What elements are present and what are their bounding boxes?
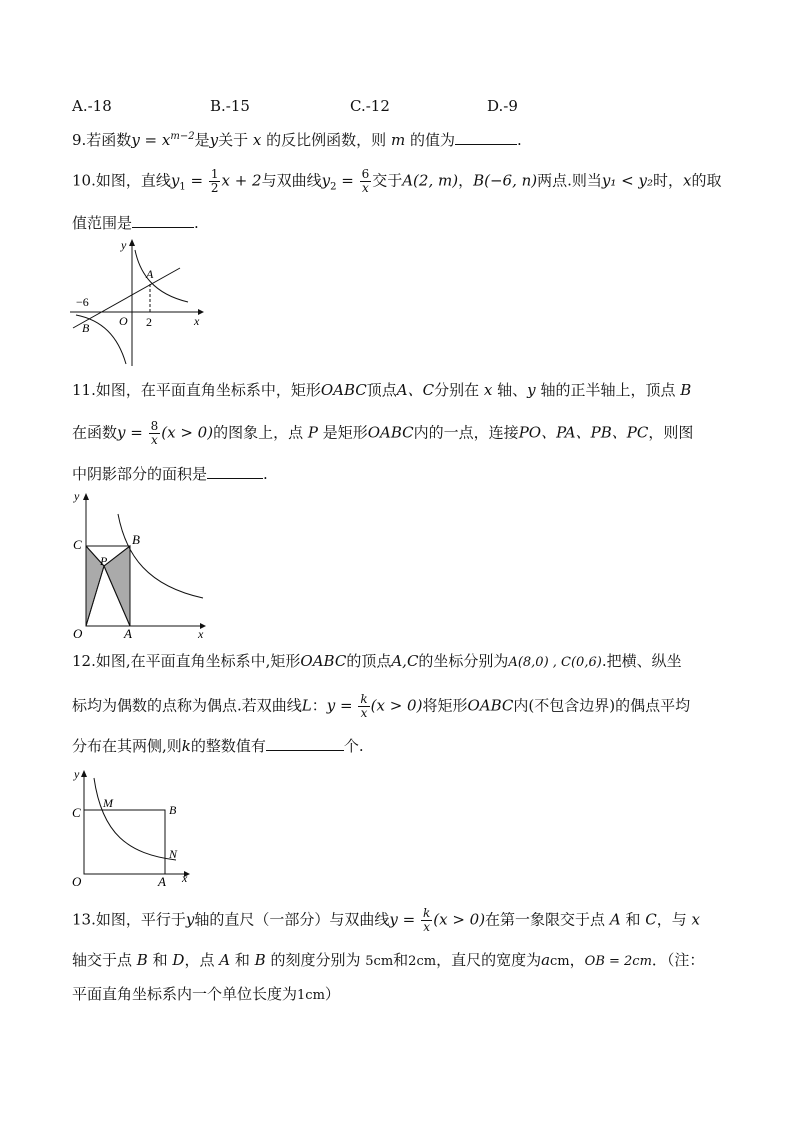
q12-text-4: .把横、纵坐 xyxy=(601,652,682,670)
q9-suffix: 的值为 xyxy=(409,131,455,149)
q10-y1: y xyxy=(170,171,180,190)
q12-oabc-2: OABC xyxy=(467,696,514,715)
q12-fraction: $\frac{k}{x}$ xyxy=(360,692,368,720)
q13-text-6: ，点 xyxy=(184,951,215,969)
q11-label-a: A xyxy=(124,626,132,641)
q13-y: y xyxy=(185,910,195,929)
q10-mid2: 交于 xyxy=(372,171,403,190)
q11-shade-right xyxy=(104,546,130,626)
q10-comma: ， xyxy=(458,171,474,190)
q10-end: . xyxy=(194,214,199,232)
q12-text-6: 将矩形 xyxy=(422,696,468,715)
q13-text-3: 在第一象限交于点 xyxy=(485,910,606,929)
q13-and-2: 和 xyxy=(152,951,168,969)
q11-text-2: 顶点 xyxy=(366,381,397,399)
question-9 xyxy=(72,127,522,150)
q11-segments: PO、PA、PB、PC xyxy=(518,423,649,442)
q13-value-5cm: 5cm xyxy=(365,954,394,969)
q12-answer-blank[interactable] xyxy=(266,736,344,751)
q10-mid3: 两点.则当 xyxy=(537,171,602,190)
q9-m: m xyxy=(390,131,406,149)
q13-text-4: ，与 xyxy=(656,910,687,929)
q10-mid1: 与双曲线 xyxy=(261,171,322,190)
q13-b-2: B xyxy=(254,951,266,969)
q13-d: D xyxy=(172,951,185,969)
q10-label-neg6: −6 xyxy=(76,295,89,309)
q12-label-o: O xyxy=(72,874,82,889)
q10-sub1: 1 xyxy=(179,181,186,193)
q13-func-pre: y = xyxy=(389,910,420,929)
question-11-line3 xyxy=(72,464,268,484)
q12-k: k xyxy=(181,737,191,755)
q10-line-rest: x + 2 xyxy=(221,171,262,190)
q10-eq2: = xyxy=(336,171,359,190)
q11-b: B xyxy=(680,381,692,399)
question-13-line2 xyxy=(72,950,704,972)
q13-text-2: 轴的直尺（一部分）与双曲线 xyxy=(194,910,390,929)
q12-label-m: M xyxy=(103,796,113,810)
q12-label-b: B xyxy=(169,803,177,817)
q11-text-4: 轴、 xyxy=(497,381,528,399)
q13-c: C xyxy=(645,910,657,929)
q10-figure xyxy=(68,236,208,371)
q13-b: B xyxy=(136,951,148,969)
q11-label-p: P xyxy=(100,554,108,568)
q10-line1-end: 的取 xyxy=(691,171,722,190)
option-a: A.-18 xyxy=(72,97,112,115)
q9-end: . xyxy=(516,131,522,149)
q11-hyperbola xyxy=(118,514,203,598)
q11-text-9: 内的一点，连接 xyxy=(413,423,519,442)
q13-text-10: ．（注： xyxy=(651,951,705,969)
q11-label-c: C xyxy=(73,537,82,552)
q12-colon: ： xyxy=(311,696,327,715)
q12-hyperbola xyxy=(94,778,176,860)
q13-fraction: $\frac{k}{x}$ xyxy=(422,906,431,934)
option-d: D.-9 xyxy=(487,97,518,115)
q10-label-b: B xyxy=(82,321,90,335)
q10-fraction-6x: $\frac{6}{x}$ xyxy=(361,167,370,195)
q10-label-2: 2 xyxy=(146,315,152,329)
q12-text-8: 分布在其两侧,则 xyxy=(72,737,182,755)
q9-y: y xyxy=(209,131,219,149)
q12-coords: A(8,0) , C(0,6) xyxy=(508,655,602,670)
q12-figure xyxy=(68,764,198,889)
q13-text-11: 平面直角坐标系内一个单位长度为 xyxy=(72,985,298,1003)
q11-label-b: B xyxy=(132,532,140,547)
question-13-line1 xyxy=(72,907,700,934)
q11-x: x xyxy=(483,381,493,399)
q11-text-6: 在函数 xyxy=(72,423,118,442)
q12-text-3: 的坐标分别为 xyxy=(418,652,509,670)
q9-mid2: 关于 xyxy=(218,131,249,149)
q10-mid4: 时， xyxy=(653,171,684,190)
q10-label-a: A xyxy=(146,267,154,281)
q12-text-10: 个. xyxy=(343,737,364,755)
q13-unit: 1cm xyxy=(297,988,325,1003)
q11-end: . xyxy=(263,465,268,483)
q11-text-5: 轴的正半轴上，顶点 xyxy=(540,381,676,399)
q11-oabc: OABC xyxy=(320,381,367,399)
q10-prefix: 10.如图，直线 xyxy=(72,171,171,190)
q10-y-arrow xyxy=(129,239,135,246)
q13-value-2cm: 2cm xyxy=(408,954,437,969)
q11-text-11: 中阴影部分的面积是 xyxy=(72,465,208,483)
q13-condition: (x > 0) xyxy=(433,910,486,929)
q9-func: y = x xyxy=(131,131,171,149)
q13-a-var: a xyxy=(541,951,551,969)
q13-text-1: 13.如图，平行于 xyxy=(72,910,186,929)
q11-text-8: 是矩形 xyxy=(322,423,368,442)
q11-func-pre: y = xyxy=(117,423,148,442)
q12-l: L xyxy=(301,696,312,715)
q11-text-3: 分别在 xyxy=(434,381,480,399)
q11-p: P xyxy=(307,423,318,442)
q11-ac: A、C xyxy=(396,381,435,399)
q11-label-x: x xyxy=(198,627,204,641)
q12-oabc: OABC xyxy=(300,652,347,670)
q12-label-c: C xyxy=(72,805,81,820)
q11-condition: (x > 0) xyxy=(161,423,214,442)
q10-answer-blank[interactable] xyxy=(132,213,194,228)
q11-fraction: $\frac{8}{x}$ xyxy=(150,419,159,447)
q10-point-a: A(2, m) xyxy=(402,171,459,190)
q10-label-x: x xyxy=(194,314,200,328)
option-c: C.-12 xyxy=(350,97,390,115)
q13-and: 和 xyxy=(625,910,641,929)
q10-eq1: = xyxy=(185,171,208,190)
q10-y2: y xyxy=(321,171,331,190)
q13-ob: OB = 2cm xyxy=(584,954,652,969)
question-12-line1 xyxy=(72,651,682,673)
q12-label-a: A xyxy=(158,874,166,889)
q13-and-4: 和 xyxy=(393,951,409,969)
q12-text-7: 内(不包含边界)的偶点平均 xyxy=(513,696,691,715)
q9-prefix: 9.若函数 xyxy=(72,131,132,149)
q9-answer-blank[interactable] xyxy=(455,130,517,145)
q12-text-1: 12.如图,在平面直角坐标系中,矩形 xyxy=(72,652,301,670)
q12-text-2: 的顶点 xyxy=(346,652,392,670)
q11-figure xyxy=(68,486,213,641)
q10-label-y: y xyxy=(121,238,127,252)
question-12-line2 xyxy=(72,693,690,720)
q13-text-12: ） xyxy=(324,985,340,1003)
q12-label-y: y xyxy=(74,767,80,781)
q10-inequality: y₁ < y₂ xyxy=(601,171,653,190)
q10-x: x xyxy=(683,171,692,190)
q13-text-9: ， xyxy=(569,951,585,969)
question-13-line3 xyxy=(72,984,340,1006)
q11-oabc-2: OABC xyxy=(367,423,414,442)
q11-y: y xyxy=(527,381,536,399)
q13-a-2: A xyxy=(219,951,231,969)
q12-label-x: x xyxy=(182,871,188,885)
q12-text-5: 标均为偶数的点称为偶点.若双曲线 xyxy=(72,696,302,715)
q12-condition: (x > 0) xyxy=(370,696,423,715)
q13-a: A xyxy=(609,910,621,929)
q9-exponent: m−2 xyxy=(170,131,195,142)
q12-label-n: N xyxy=(169,847,178,861)
question-11-line2 xyxy=(72,420,693,447)
q13-text-7: 的刻度分别为 xyxy=(270,951,361,969)
question-10-line2 xyxy=(72,213,199,233)
q13-and-3: 和 xyxy=(234,951,250,969)
q12-text-9: 的整数值有 xyxy=(190,737,266,755)
q11-label-y: y xyxy=(74,489,80,503)
q13-x: x xyxy=(691,910,701,929)
q11-y-arrow xyxy=(83,493,89,500)
question-10-line1 xyxy=(72,168,722,198)
q9-x: x xyxy=(252,131,262,149)
q10-line2: 值范围是 xyxy=(72,214,133,232)
q11-label-o: O xyxy=(73,626,83,641)
q11-text-10: ，则图 xyxy=(648,423,694,442)
question-11-line1 xyxy=(72,380,691,400)
q10-hyperbola-right xyxy=(135,250,188,302)
q12-ac: A,C xyxy=(391,652,419,670)
q11-text-7: 的图象上，点 xyxy=(213,423,304,442)
q9-mid1: 是 xyxy=(194,131,210,149)
q13-text-5: 轴交于点 xyxy=(72,951,133,969)
q10-sub2: 2 xyxy=(330,181,337,193)
q11-answer-blank[interactable] xyxy=(207,464,263,479)
q12-y-arrow xyxy=(81,770,87,777)
q13-cm: cm xyxy=(550,954,570,969)
option-b: B.-15 xyxy=(210,97,250,115)
q11-text-1: 11.如图，在平面直角坐标系中，矩形 xyxy=(72,381,321,399)
q10-label-o: O xyxy=(119,314,128,328)
q12-func-pre: y = xyxy=(326,696,358,715)
q10-point-b: B(−6, n) xyxy=(473,171,538,190)
question-12-line3 xyxy=(72,736,364,756)
q10-fraction-half: $\frac{1}{2}$ xyxy=(210,167,219,195)
q9-mid3: 的反比例函数，则 xyxy=(266,131,387,149)
q13-text-8: ，直尺的宽度为 xyxy=(436,951,542,969)
